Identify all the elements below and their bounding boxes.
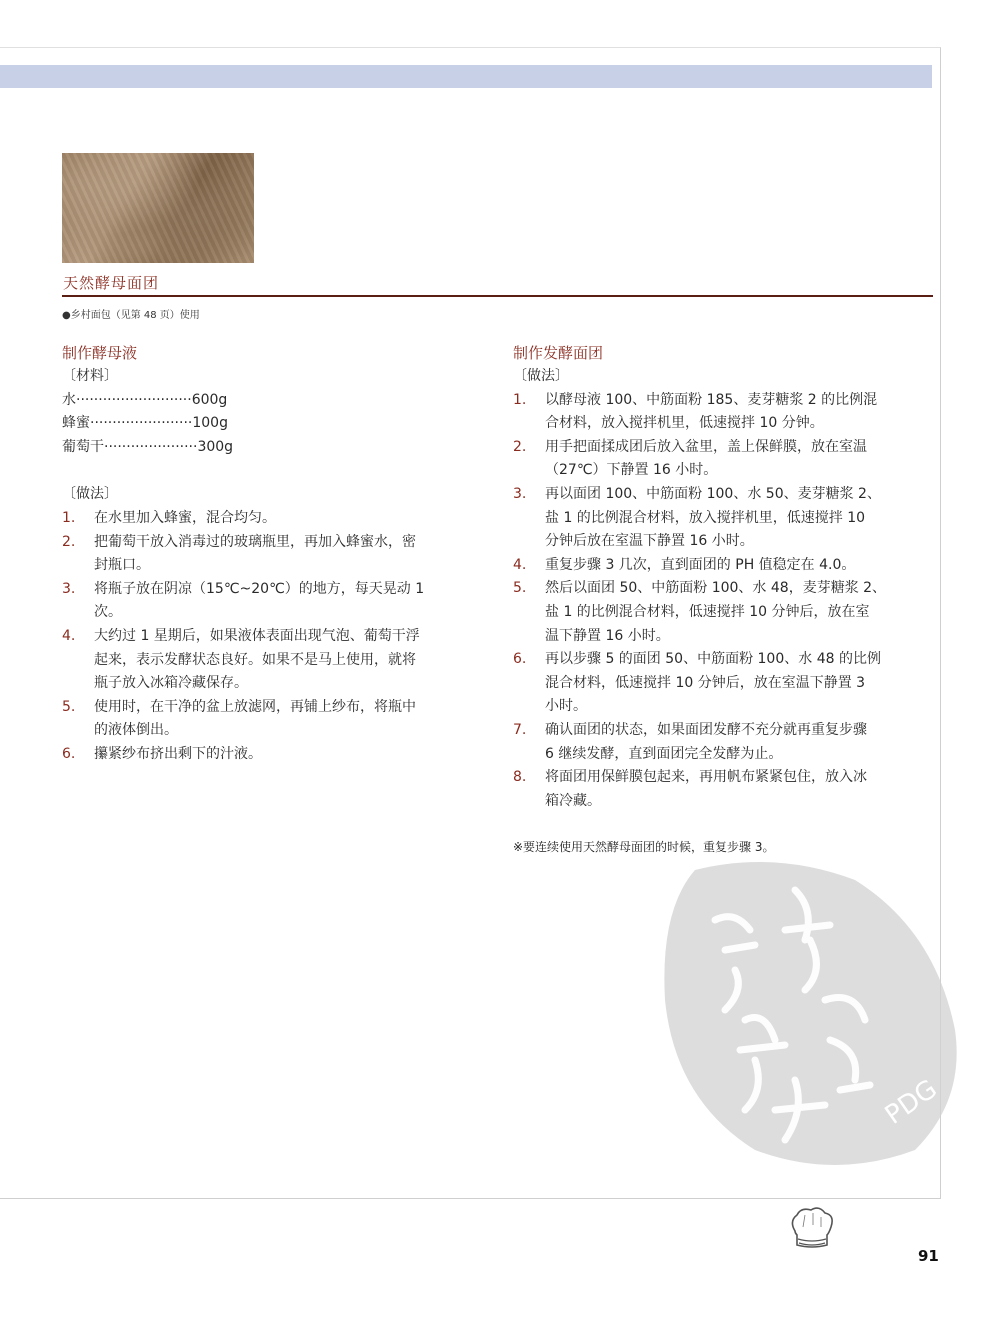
step-text (545, 436, 905, 483)
stamp-label: PDG (879, 1074, 943, 1131)
right-steps (513, 389, 905, 814)
step-item (513, 554, 905, 578)
step-number: 1. (513, 391, 527, 408)
step-item (62, 743, 452, 767)
step-text (545, 719, 905, 766)
step-text (545, 766, 905, 813)
step-line: 然后以面团 50、中筋面粉 100、水 48，麦芽糖浆 2、 (545, 580, 887, 597)
step-number: 2. (62, 533, 76, 550)
step-line: 起来，表示发酵状态良好。如果不是马上使用，就将 (94, 651, 416, 668)
step-number: 5. (513, 580, 527, 597)
left-heading: 制作酵母液 (62, 344, 138, 362)
step-number: 6. (513, 651, 527, 668)
step-line: 确认面团的状态，如果面团发酵不充分就再重复步骤 (545, 721, 867, 738)
step-text (545, 648, 905, 719)
step-line: 将面团用保鲜膜包起来，再用帆布紧紧包住，放入冰 (545, 769, 867, 786)
step-item (513, 389, 905, 436)
step-number: 7. (513, 721, 527, 738)
step-item (62, 507, 452, 531)
step-line: 的液体倒出。 (94, 722, 178, 739)
step-line: 箱冷藏。 (545, 792, 601, 809)
step-line: 瓶子放入冰箱冷藏保存。 (94, 675, 248, 692)
step-text (94, 507, 452, 531)
step-number: 5. (62, 698, 76, 715)
left-steps (62, 507, 452, 767)
step-line: 大约过 1 星期后，如果液体表面出现气泡、葡萄干浮 (94, 627, 420, 644)
step-line: 重复步骤 3 几次，直到面团的 PH 值稳定在 4.0。 (545, 556, 856, 573)
materials-label: 〔材料〕 (62, 368, 118, 384)
step-number: 4. (62, 627, 76, 644)
step-line: 盐 1 的比例混合材料，低速搅拌 10 分钟后，放在室 (545, 603, 870, 620)
step-line: 盐 1 的比例混合材料，放入搅拌机里，低速搅拌 10 (545, 509, 866, 526)
step-line: 温下静置 16 小时。 (545, 627, 670, 644)
step-text (94, 578, 452, 625)
title-rule (62, 295, 933, 297)
step-line: 攥紧纱布挤出剩下的汁液。 (94, 745, 262, 762)
step-number: 4. (513, 556, 527, 573)
ingredient-item: 葡萄干·····················300g (62, 438, 234, 455)
step-line: 6 继续发酵，直到面团完全发酵为止。 (545, 745, 783, 762)
step-text (94, 696, 452, 743)
step-line: 分钟后放在室温下静置 16 小时。 (545, 533, 754, 550)
chef-hat-icon (787, 1205, 837, 1251)
step-number: 2. (513, 438, 527, 455)
step-item (62, 578, 452, 625)
right-heading: 制作发酵面团 (513, 344, 604, 362)
step-line: 用手把面揉成团后放入盆里，盖上保鲜膜，放在室温 (545, 438, 867, 455)
step-number: 3. (513, 485, 527, 502)
step-item (62, 625, 452, 696)
left-column (62, 341, 452, 767)
step-line: 以酵母液 100、中筋面粉 185、麦芽糖浆 2 的比例混 (545, 391, 878, 408)
step-item (62, 531, 452, 578)
page-number: 91 (918, 1247, 939, 1265)
step-text (545, 389, 905, 436)
step-line: 封瓶口。 (94, 557, 150, 574)
step-line: 把葡萄干放入消毒过的玻璃瓶里，再加入蜂蜜水，密 (94, 533, 416, 550)
step-number: 3. (62, 580, 76, 597)
step-line: 在水里加入蜂蜜，混合均匀。 (94, 509, 276, 526)
right-column (513, 341, 905, 813)
header-band (0, 65, 932, 88)
step-text (94, 625, 452, 696)
section-title: 天然酵母面团 (63, 274, 160, 292)
step-text (545, 554, 905, 578)
dough-photo (62, 153, 254, 263)
step-item (513, 436, 905, 483)
step-text (545, 483, 905, 554)
ingredient-item: 水··························600g (62, 391, 228, 408)
step-line: 小时。 (545, 698, 587, 715)
step-line: 次。 (94, 604, 122, 621)
step-text (94, 743, 452, 767)
step-number: 6. (62, 745, 76, 762)
usage-note: ●乡村面包（见第 48 页）使用 (62, 310, 200, 321)
step-line: 混合材料，低速搅拌 10 分钟后，放在室温下静置 3 (545, 674, 866, 691)
step-line: 使用时，在干净的盆上放滤网，再铺上纱布，将瓶中 (94, 698, 416, 715)
method-label: 〔做法〕 (62, 486, 118, 503)
step-line: 再以面团 100、中筋面粉 100、水 50、麦芽糖浆 2、 (545, 485, 881, 502)
step-item (513, 719, 905, 766)
method-label: 〔做法〕 (513, 368, 569, 384)
step-text (94, 531, 452, 578)
step-line: 将瓶子放在阴凉（15℃~20℃）的地方，每天晃动 1 (94, 580, 425, 597)
step-line: 合材料，放入搅拌机里，低速搅拌 10 分钟。 (545, 415, 824, 432)
step-line: （27℃）下静置 16 小时。 (545, 462, 718, 479)
step-item (513, 483, 905, 554)
step-number: 1. (62, 509, 76, 526)
step-text (545, 577, 905, 648)
watermark-stamp (655, 850, 965, 1180)
step-line: 再以步骤 5 的面团 50、中筋面粉 100、水 48 的比例 (545, 651, 881, 668)
step-item (513, 648, 905, 719)
footnote: ※要连续使用天然酵母面团的时候，重复步骤 3。 (513, 840, 775, 854)
step-item (513, 577, 905, 648)
step-item (62, 696, 452, 743)
step-number: 8. (513, 769, 527, 786)
ingredient-item: 蜂蜜·······················100g (62, 415, 228, 432)
step-item (513, 766, 905, 813)
